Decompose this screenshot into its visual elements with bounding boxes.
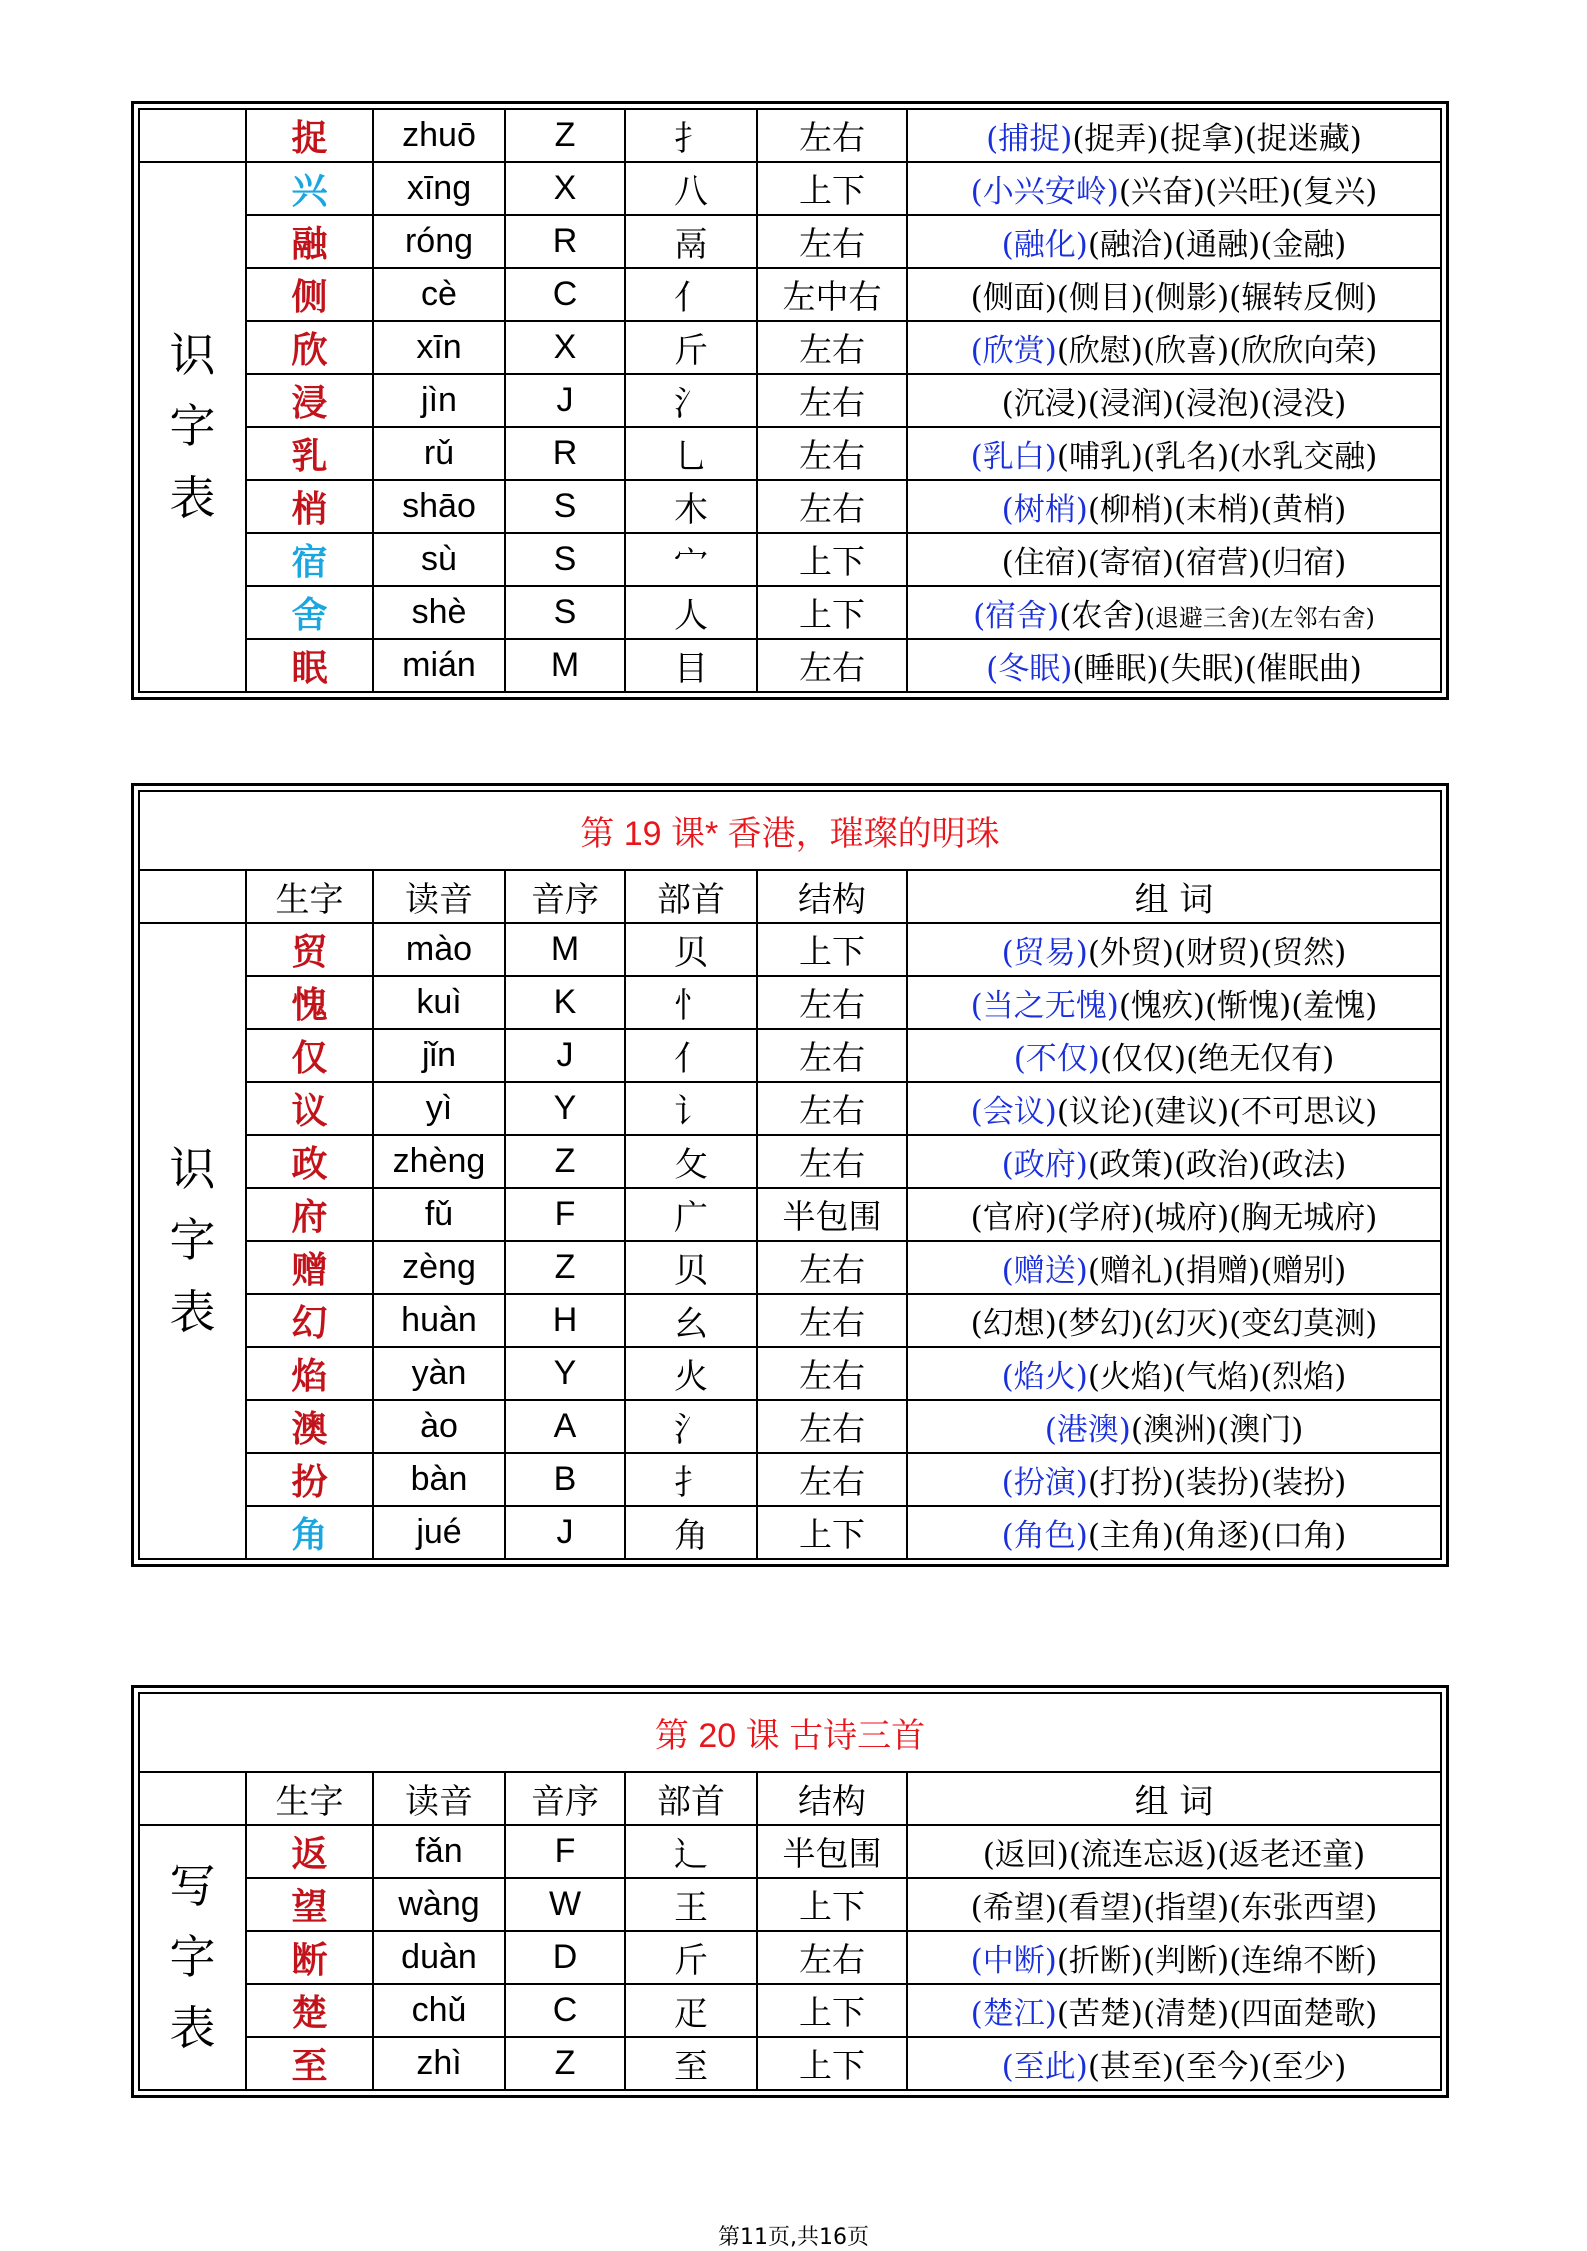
structure-cell: 左右	[757, 1931, 907, 1984]
pinyin-cell: ào	[373, 1400, 505, 1453]
words-cell	[907, 1135, 1441, 1188]
words-cell	[907, 162, 1441, 215]
words-blue: (至此)	[1001, 2049, 1088, 2085]
page-footer: 第11页,共16页	[718, 2225, 869, 2250]
words-cell	[907, 268, 1441, 321]
words-blue: (港澳)	[1044, 1412, 1131, 1448]
words-blue: (小兴安岭)	[970, 174, 1119, 210]
column-header: 部首	[625, 1772, 757, 1825]
words-blue: (赠送)	[1001, 1253, 1088, 1289]
char-cell: 欣	[246, 321, 373, 374]
sequence-cell: K	[505, 976, 625, 1029]
table-row	[139, 1931, 1441, 1984]
words-cell	[907, 480, 1441, 533]
char-cell: 政	[246, 1135, 373, 1188]
words-blue: (当之无愧)	[970, 988, 1119, 1024]
radical-cell: 王	[625, 1878, 757, 1931]
column-header: 读音	[373, 1772, 505, 1825]
structure-cell: 上下	[757, 923, 907, 976]
sequence-cell: Y	[505, 1082, 625, 1135]
words-cell	[907, 1029, 1441, 1082]
words-black: (睡眠)(失眠)(催眠曲)	[1072, 651, 1362, 687]
pinyin-cell: xīng	[373, 162, 505, 215]
words-cell	[907, 1188, 1441, 1241]
structure-cell: 左右	[757, 1082, 907, 1135]
words-cell	[907, 427, 1441, 480]
char-table-2	[138, 790, 1442, 1560]
table-row	[139, 1135, 1441, 1188]
words-black: (希望)(看望)(指望)(东张西望)	[970, 1890, 1378, 1926]
structure-cell: 左右	[757, 215, 907, 268]
radical-cell: 辶	[625, 1825, 757, 1878]
words-blue: (融化)	[1001, 227, 1088, 263]
pinyin-cell: jué	[373, 1506, 505, 1559]
words-cell	[907, 109, 1441, 162]
sequence-cell: R	[505, 427, 625, 480]
table-block-1	[131, 101, 1449, 700]
table-row	[139, 321, 1441, 374]
table-row	[139, 1506, 1441, 1559]
table-block-3	[131, 1685, 1449, 2098]
words-blue: (贸易)	[1001, 935, 1088, 971]
char-table-3	[138, 1692, 1442, 2091]
pinyin-cell: zhuō	[373, 109, 505, 162]
radical-cell: 鬲	[625, 215, 757, 268]
radical-cell: 人	[625, 586, 757, 639]
table-row	[139, 639, 1441, 692]
table-row	[139, 1241, 1441, 1294]
sequence-cell: J	[505, 1029, 625, 1082]
words-black: (仅仅)(绝无仅有)	[1099, 1041, 1335, 1077]
words-cell	[907, 215, 1441, 268]
table-row	[139, 374, 1441, 427]
table-row	[139, 586, 1441, 639]
table-row	[139, 1984, 1441, 2037]
char-cell: 仅	[246, 1029, 373, 1082]
char-cell: 楚	[246, 1984, 373, 2037]
radical-cell: 目	[625, 639, 757, 692]
sequence-cell: B	[505, 1453, 625, 1506]
structure-cell: 左右	[757, 427, 907, 480]
table-row	[139, 976, 1441, 1029]
pinyin-cell: chǔ	[373, 1984, 505, 2037]
words-black: (政策)(政治)(政法)	[1087, 1147, 1347, 1183]
words-cell	[907, 1241, 1441, 1294]
sequence-cell: C	[505, 268, 625, 321]
words-blue: (宿舍)	[973, 598, 1060, 634]
char-cell: 眠	[246, 639, 373, 692]
section-label: 写 字 表	[139, 1825, 246, 2090]
words-cell	[907, 1082, 1441, 1135]
words-blue: (树梢)	[1001, 492, 1088, 528]
sequence-cell: J	[505, 374, 625, 427]
sequence-cell: F	[505, 1825, 625, 1878]
sequence-cell: C	[505, 1984, 625, 2037]
words-cell	[907, 533, 1441, 586]
words-blue: (扮演)	[1001, 1465, 1088, 1501]
table-row	[139, 162, 1441, 215]
structure-cell: 上下	[757, 533, 907, 586]
words-blue: (角色)	[1001, 1518, 1088, 1554]
structure-cell: 左右	[757, 1135, 907, 1188]
words-black: (融洽)(通融)(金融)	[1087, 227, 1347, 263]
radical-cell: 木	[625, 480, 757, 533]
header-row	[139, 1772, 1441, 1825]
pinyin-cell: jìn	[373, 374, 505, 427]
radical-cell: 氵	[625, 374, 757, 427]
table-row	[139, 480, 1441, 533]
char-cell: 至	[246, 2037, 373, 2090]
pinyin-cell: zèng	[373, 1241, 505, 1294]
radical-cell: 忄	[625, 976, 757, 1029]
char-cell: 舍	[246, 586, 373, 639]
lesson-title: 第 19 课* 香港，璀璨的明珠	[139, 791, 1441, 870]
char-cell: 望	[246, 1878, 373, 1931]
structure-cell: 左右	[757, 480, 907, 533]
words-blue: (冬眠)	[986, 651, 1073, 687]
pinyin-cell: mián	[373, 639, 505, 692]
column-header: 组 词	[907, 870, 1441, 923]
radical-cell: 讠	[625, 1082, 757, 1135]
sequence-cell: D	[505, 1931, 625, 1984]
radical-cell: 氵	[625, 1400, 757, 1453]
structure-cell: 左右	[757, 321, 907, 374]
pinyin-cell: duàn	[373, 1931, 505, 1984]
pinyin-cell: cè	[373, 268, 505, 321]
pinyin-cell: sù	[373, 533, 505, 586]
words-cell	[907, 2037, 1441, 2090]
sequence-cell: Z	[505, 1135, 625, 1188]
words-blue: (捕捉)	[986, 121, 1073, 157]
column-header: 生字	[246, 1772, 373, 1825]
words-black: (澳洲)(澳门)	[1130, 1412, 1304, 1448]
pinyin-cell: bàn	[373, 1453, 505, 1506]
radical-cell: 乚	[625, 427, 757, 480]
sequence-cell: S	[505, 586, 625, 639]
words-black: (甚至)(至今)(至少)	[1087, 2049, 1347, 2085]
structure-cell: 左右	[757, 976, 907, 1029]
words-cell	[907, 1347, 1441, 1400]
char-cell: 幻	[246, 1294, 373, 1347]
sequence-cell: Z	[505, 2037, 625, 2090]
char-cell: 澳	[246, 1400, 373, 1453]
lesson-title: 第 20 课 古诗三首	[139, 1693, 1441, 1772]
char-cell: 断	[246, 1931, 373, 1984]
words-blue: (中断)	[970, 1943, 1057, 1979]
words-black: (愧疚)(惭愧)(羞愧)	[1118, 988, 1378, 1024]
words-cell	[907, 1453, 1441, 1506]
table-row	[139, 1878, 1441, 1931]
words-black: (欣慰)(欣喜)(欣欣向荣)	[1056, 333, 1378, 369]
char-cell: 议	[246, 1082, 373, 1135]
words-cell	[907, 1506, 1441, 1559]
table-block-2	[131, 783, 1449, 1567]
words-black: (柳梢)(末梢)(黄梢)	[1087, 492, 1347, 528]
table-row	[139, 2037, 1441, 2090]
words-black: (折断)(判断)(连绵不断)	[1056, 1943, 1378, 1979]
radical-cell: 贝	[625, 1241, 757, 1294]
char-cell: 兴	[246, 162, 373, 215]
table-row	[139, 1825, 1441, 1878]
table-row	[139, 1029, 1441, 1082]
radical-cell: 亻	[625, 1029, 757, 1082]
structure-cell: 半包围	[757, 1188, 907, 1241]
words-cell	[907, 1400, 1441, 1453]
words-black: (议论)(建议)(不可思议)	[1056, 1094, 1378, 1130]
sequence-cell: X	[505, 321, 625, 374]
pinyin-cell: shè	[373, 586, 505, 639]
words-black: (沉浸)(浸润)(浸泡)(浸没)	[1001, 386, 1347, 422]
structure-cell: 左右	[757, 639, 907, 692]
char-cell: 宿	[246, 533, 373, 586]
words-black: (捉弄)(捉拿)(捉迷藏)	[1072, 121, 1362, 157]
table-row	[139, 268, 1441, 321]
words-blue: (焰火)	[1001, 1359, 1088, 1395]
radical-cell: 八	[625, 162, 757, 215]
words-cell	[907, 1984, 1441, 2037]
char-cell: 浸	[246, 374, 373, 427]
sequence-cell: W	[505, 1878, 625, 1931]
pinyin-cell: fǔ	[373, 1188, 505, 1241]
words-black: (幻想)(梦幻)(幻灭)(变幻莫测)	[970, 1306, 1378, 1342]
sequence-cell: F	[505, 1188, 625, 1241]
radical-cell: 斤	[625, 321, 757, 374]
radical-cell: 至	[625, 2037, 757, 2090]
pinyin-cell: zhì	[373, 2037, 505, 2090]
words-cell	[907, 1931, 1441, 1984]
column-header: 部首	[625, 870, 757, 923]
words-blue: (政府)	[1001, 1147, 1088, 1183]
table-row	[139, 215, 1441, 268]
words-black: (哺乳)(乳名)(水乳交融)	[1056, 439, 1378, 475]
words-cell	[907, 639, 1441, 692]
structure-cell: 上下	[757, 2037, 907, 2090]
table-row	[139, 1188, 1441, 1241]
radical-cell: 扌	[625, 109, 757, 162]
words-cell	[907, 1878, 1441, 1931]
structure-cell: 左右	[757, 1241, 907, 1294]
structure-cell: 左右	[757, 109, 907, 162]
radical-cell: 角	[625, 1506, 757, 1559]
words-blue: (不仅)	[1013, 1041, 1100, 1077]
words-black: (主角)(角逐)(口角)	[1087, 1518, 1347, 1554]
char-cell: 乳	[246, 427, 373, 480]
sequence-cell: Z	[505, 1241, 625, 1294]
radical-cell: 火	[625, 1347, 757, 1400]
pinyin-cell: jǐn	[373, 1029, 505, 1082]
words-cell	[907, 586, 1441, 639]
sequence-cell: M	[505, 639, 625, 692]
words-black: (兴奋)(兴旺)(复兴)	[1118, 174, 1378, 210]
sequence-cell: Z	[505, 109, 625, 162]
column-header: 组 词	[907, 1772, 1441, 1825]
structure-cell: 左右	[757, 374, 907, 427]
table-row	[139, 1453, 1441, 1506]
words-blue: (会议)	[970, 1094, 1057, 1130]
structure-cell: 上下	[757, 1506, 907, 1559]
words-small: (退避三舍)(左邻右舍)	[1145, 604, 1375, 632]
words-black: (打扮)(装扮)(装扮)	[1087, 1465, 1347, 1501]
words-black: (赠礼)(捐赠)(赠别)	[1087, 1253, 1347, 1289]
char-cell: 赠	[246, 1241, 373, 1294]
structure-cell: 左右	[757, 1294, 907, 1347]
words-black: (火焰)(气焰)(烈焰)	[1087, 1359, 1347, 1395]
radical-cell: 宀	[625, 533, 757, 586]
structure-cell: 上下	[757, 162, 907, 215]
radical-cell: 广	[625, 1188, 757, 1241]
pinyin-cell: wàng	[373, 1878, 505, 1931]
pinyin-cell: mào	[373, 923, 505, 976]
sequence-cell: A	[505, 1400, 625, 1453]
sequence-cell: H	[505, 1294, 625, 1347]
structure-cell: 左右	[757, 1453, 907, 1506]
words-cell	[907, 1294, 1441, 1347]
words-cell	[907, 374, 1441, 427]
table-row	[139, 427, 1441, 480]
char-cell: 侧	[246, 268, 373, 321]
words-black: (侧面)(侧目)(侧影)(辗转反侧)	[970, 280, 1378, 316]
char-cell: 贸	[246, 923, 373, 976]
column-header: 音序	[505, 870, 625, 923]
words-cell	[907, 1825, 1441, 1878]
words-black: (农舍)	[1059, 598, 1146, 634]
pinyin-cell: zhèng	[373, 1135, 505, 1188]
table-row	[139, 1400, 1441, 1453]
words-blue: (欣赏)	[970, 333, 1057, 369]
table-row	[139, 1082, 1441, 1135]
char-cell: 捉	[246, 109, 373, 162]
header-blank	[139, 1772, 246, 1825]
pinyin-cell: yì	[373, 1082, 505, 1135]
pinyin-cell: róng	[373, 215, 505, 268]
sequence-cell: J	[505, 1506, 625, 1559]
structure-cell: 左右	[757, 1347, 907, 1400]
char-cell: 焰	[246, 1347, 373, 1400]
words-cell	[907, 321, 1441, 374]
column-header: 音序	[505, 1772, 625, 1825]
words-black: (苦楚)(清楚)(四面楚歌)	[1056, 1996, 1378, 2032]
structure-cell: 上下	[757, 1984, 907, 2037]
words-black: (外贸)(财贸)(贸然)	[1087, 935, 1347, 971]
structure-cell: 左右	[757, 1029, 907, 1082]
char-cell: 府	[246, 1188, 373, 1241]
column-header: 结构	[757, 1772, 907, 1825]
words-cell	[907, 923, 1441, 976]
column-header: 生字	[246, 870, 373, 923]
header-blank	[139, 870, 246, 923]
table-row	[139, 923, 1441, 976]
words-black: (住宿)(寄宿)(宿营)(归宿)	[1001, 545, 1347, 581]
words-blue: (楚江)	[970, 1996, 1057, 2032]
radical-cell: 扌	[625, 1453, 757, 1506]
sequence-cell: X	[505, 162, 625, 215]
pinyin-cell: kuì	[373, 976, 505, 1029]
header-row	[139, 870, 1441, 923]
column-header: 结构	[757, 870, 907, 923]
table-row	[139, 109, 1441, 162]
structure-cell: 左中右	[757, 268, 907, 321]
sequence-cell: Y	[505, 1347, 625, 1400]
char-cell: 角	[246, 1506, 373, 1559]
radical-cell: 亻	[625, 268, 757, 321]
char-cell: 融	[246, 215, 373, 268]
radical-cell: 疋	[625, 1984, 757, 2037]
radical-cell: 贝	[625, 923, 757, 976]
structure-cell: 左右	[757, 1400, 907, 1453]
pinyin-cell: rǔ	[373, 427, 505, 480]
section-label: 识 字 表	[139, 162, 246, 692]
sequence-cell: S	[505, 480, 625, 533]
structure-cell: 上下	[757, 586, 907, 639]
char-cell: 返	[246, 1825, 373, 1878]
section-label: 识 字 表	[139, 923, 246, 1559]
radical-cell: 幺	[625, 1294, 757, 1347]
char-cell: 扮	[246, 1453, 373, 1506]
words-cell	[907, 976, 1441, 1029]
radical-cell: 斤	[625, 1931, 757, 1984]
structure-cell: 上下	[757, 1878, 907, 1931]
section-blank	[139, 109, 246, 162]
table-row	[139, 1294, 1441, 1347]
table-row	[139, 533, 1441, 586]
sequence-cell: R	[505, 215, 625, 268]
table-row	[139, 1347, 1441, 1400]
column-header: 读音	[373, 870, 505, 923]
words-black: (官府)(学府)(城府)(胸无城府)	[970, 1200, 1378, 1236]
pinyin-cell: yàn	[373, 1347, 505, 1400]
char-cell: 愧	[246, 976, 373, 1029]
pinyin-cell: xīn	[373, 321, 505, 374]
char-cell: 梢	[246, 480, 373, 533]
pinyin-cell: shāo	[373, 480, 505, 533]
words-black: (返回)(流连忘返)(返老还童)	[982, 1837, 1366, 1873]
structure-cell: 半包围	[757, 1825, 907, 1878]
radical-cell: 攵	[625, 1135, 757, 1188]
sequence-cell: M	[505, 923, 625, 976]
pinyin-cell: fǎn	[373, 1825, 505, 1878]
char-table-1	[138, 108, 1442, 693]
pinyin-cell: huàn	[373, 1294, 505, 1347]
sequence-cell: S	[505, 533, 625, 586]
words-blue: (乳白)	[970, 439, 1057, 475]
